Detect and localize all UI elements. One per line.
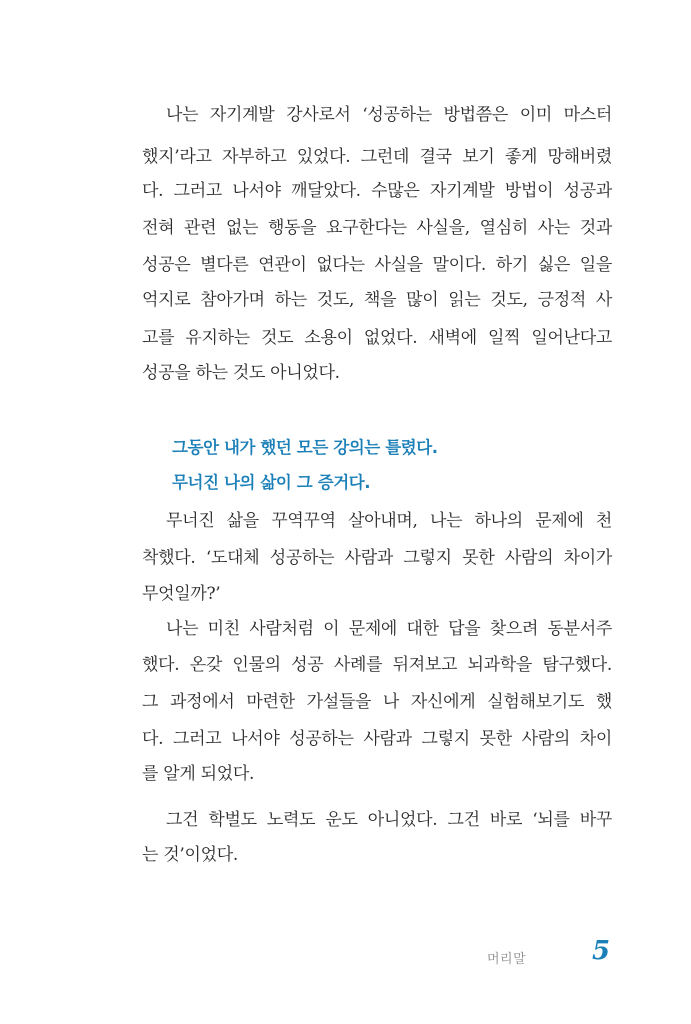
paragraph-2-line-3: 무엇일까?’: [142, 584, 221, 604]
highlight-line-1: 그동안 내가 했던 모든 강의는 틀렸다.: [172, 438, 438, 457]
section-label: 머리말: [487, 952, 527, 967]
paragraph-3-line-2: 했다. 온갖 인물의 성공 사례를 뒤져보고 뇌과학을 탐구했다.: [142, 655, 612, 675]
paragraph-3-line-1: 나는 미친 사람처럼 이 문제에 대한 답을 찾으려 동분서주: [166, 619, 612, 639]
paragraph-2-line-2: 착했다. ‘도대체 성공하는 사람과 그렇지 못한 사람의 차이가: [142, 548, 612, 568]
paragraph-2-line-1: 무너진 삶을 꾸역꾸역 살아내며, 나는 하나의 문제에 천: [166, 511, 612, 531]
paragraph-1-line-1: 나는 자기계발 강사로서 ‘성공하는 방법쯤은 이미 마스터: [166, 105, 612, 125]
paragraph-4-line-2: 는 것’이었다.: [142, 845, 238, 865]
paragraph-1-line-7: 고를 유지하는 것도 소용이 없었다. 새벽에 일찍 일어난다고: [142, 328, 612, 348]
paragraph-1-line-4: 전혀 관련 없는 행동을 요구한다는 사실을, 열심히 사는 것과: [142, 218, 612, 238]
paragraph-3-line-5: 를 알게 되었다.: [142, 764, 255, 784]
paragraph-3-line-3: 그 과정에서 마련한 가설들을 나 자신에게 실험해보기도 했: [142, 692, 612, 712]
paragraph-1-line-8: 성공을 하는 것도 아니었다.: [142, 363, 340, 383]
page-number: 5: [592, 936, 611, 966]
paragraph-1-line-5: 성공은 별다른 연관이 없다는 사실을 말이다. 하기 싫은 일을: [142, 255, 612, 275]
paragraph-1-line-6: 억지로 참아가며 하는 것도, 책을 많이 읽는 것도, 긍정적 사: [142, 290, 612, 310]
paragraph-3-line-4: 다. 그러고 나서야 성공하는 사람과 그렇지 못한 사람의 차이: [142, 729, 612, 749]
highlight-line-2: 무너진 나의 삶이 그 증거다.: [172, 473, 371, 492]
paragraph-4-line-1: 그건 학벌도 노력도 운도 아니었다. 그건 바로 ‘뇌를 바꾸: [166, 810, 612, 830]
paragraph-1-line-3: 다. 그러고 나서야 깨달았다. 수많은 자기계발 방법이 성공과: [142, 181, 612, 201]
paragraph-1-line-2: 했지’라고 자부하고 있었다. 그런데 결국 보기 좋게 망해버렸: [142, 147, 612, 167]
